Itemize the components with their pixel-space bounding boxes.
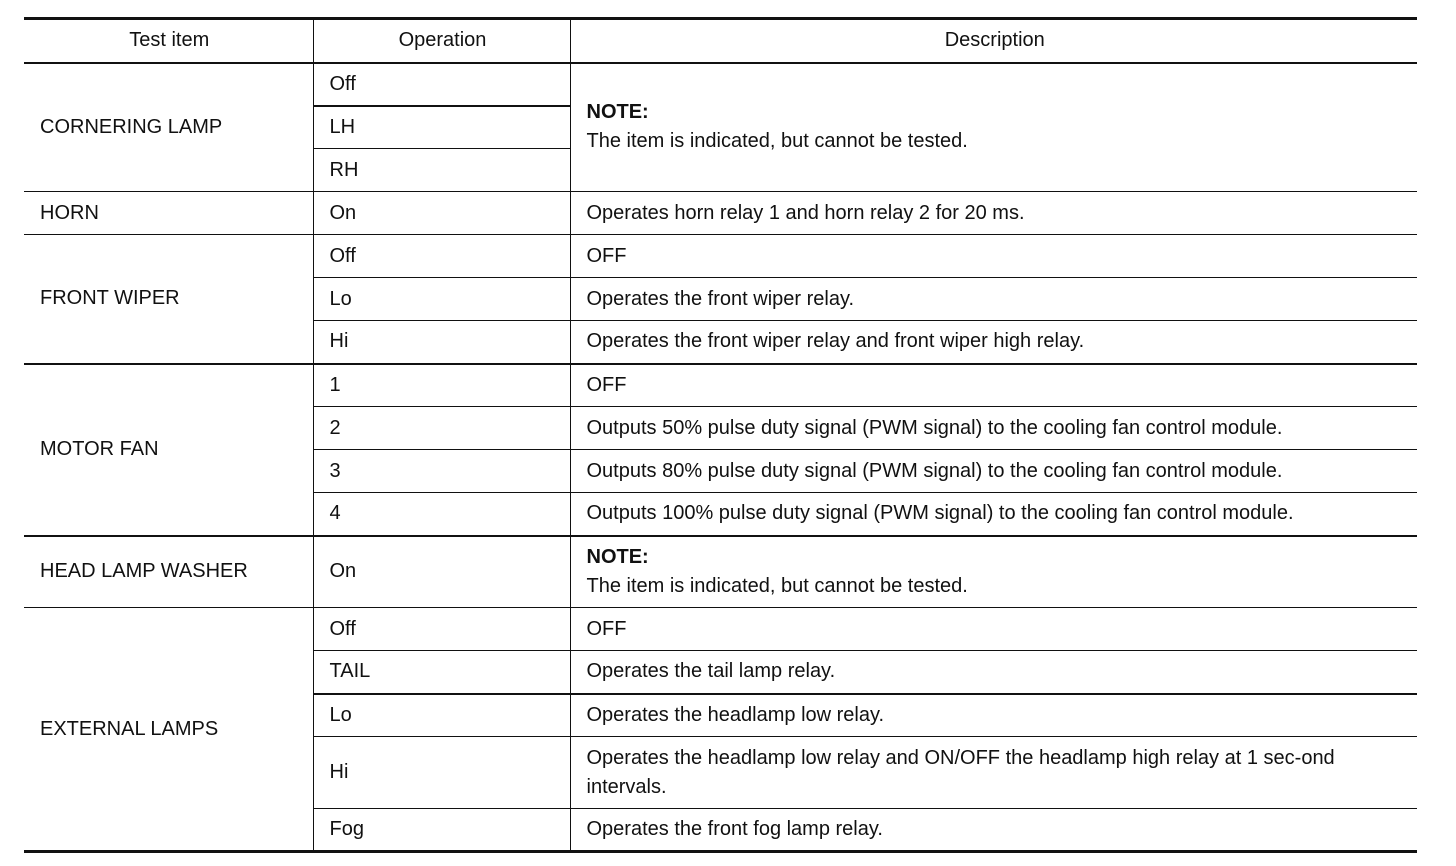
operation-cell: Off <box>313 63 570 106</box>
test-item-head-lamp-washer: HEAD LAMP WASHER <box>24 536 313 608</box>
description-cell: Operates the front wiper relay and front wiper high relay. <box>570 321 1417 364</box>
test-item-front-wiper: FRONT WIPER <box>24 235 313 364</box>
description-cell: Outputs 80% pulse duty signal (PWM signal) to the cooling fan control module. <box>570 450 1417 493</box>
description-cell: OFF <box>570 364 1417 407</box>
operation-cell: 1 <box>313 364 570 407</box>
operation-cell: 2 <box>313 407 570 450</box>
table-row <box>24 536 1417 608</box>
description-cell: Operates the tail lamp relay. <box>570 651 1417 694</box>
operation-cell: Lo <box>313 694 570 737</box>
test-item-external-lamps: EXTERNAL LAMPS <box>24 608 313 852</box>
description-cell: Operates the headlamp low relay. <box>570 694 1417 737</box>
table-row <box>24 608 1417 651</box>
header-description: Description <box>570 19 1417 63</box>
description-cell: Outputs 100% pulse duty signal (PWM signal) to the cooling fan control module. <box>570 493 1417 536</box>
test-item-cornering-lamp: CORNERING LAMP <box>40 115 223 138</box>
note-text: The item is indicated, but cannot be tested. <box>586 574 968 597</box>
test-item-horn: HORN <box>24 192 313 235</box>
active-test-table <box>24 17 1417 853</box>
table-row <box>24 364 1417 407</box>
note-label: NOTE: <box>586 101 649 124</box>
table-row <box>24 63 1417 106</box>
description-cell: OFF <box>570 235 1417 278</box>
operation-cell: RH <box>313 149 570 192</box>
table-row <box>24 192 1417 235</box>
note-label: NOTE: <box>586 545 649 568</box>
operation-cell: 3 <box>313 450 570 493</box>
description-cell: Operates the headlamp low relay and ON/OFF the headlamp high relay at 1 sec-ond intervals. <box>570 737 1417 809</box>
description-cell: OFF <box>570 608 1417 651</box>
description-note-cell <box>570 63 1417 192</box>
operation-cell: Hi <box>313 321 570 364</box>
operation-cell: LH <box>313 106 570 149</box>
operation-cell: Fog <box>313 809 570 852</box>
operation-cell: Lo <box>313 278 570 321</box>
operation-cell: Hi <box>313 737 570 809</box>
description-cell: Operates the front fog lamp relay. <box>570 809 1417 852</box>
operation-cell: On <box>313 536 570 608</box>
description-note-cell <box>570 536 1417 608</box>
operation-cell: On <box>313 192 570 235</box>
operation-cell: 4 <box>313 493 570 536</box>
test-item-motor-fan: MOTOR FAN <box>24 364 313 536</box>
header-operation: Operation <box>313 19 570 63</box>
operation-cell: Off <box>313 235 570 278</box>
description-cell: Outputs 50% pulse duty signal (PWM signal) to the cooling fan control module. <box>570 407 1417 450</box>
header-test-item: Test item <box>24 19 313 63</box>
operation-cell: Off <box>313 608 570 651</box>
table-row <box>24 235 1417 278</box>
note-text: The item is indicated, but cannot be tested. <box>586 130 968 153</box>
header-row <box>24 19 1417 63</box>
description-cell: Operates the front wiper relay. <box>570 278 1417 321</box>
operation-cell: TAIL <box>313 651 570 694</box>
description-cell: Operates horn relay 1 and horn relay 2 for 20 ms. <box>570 192 1417 235</box>
